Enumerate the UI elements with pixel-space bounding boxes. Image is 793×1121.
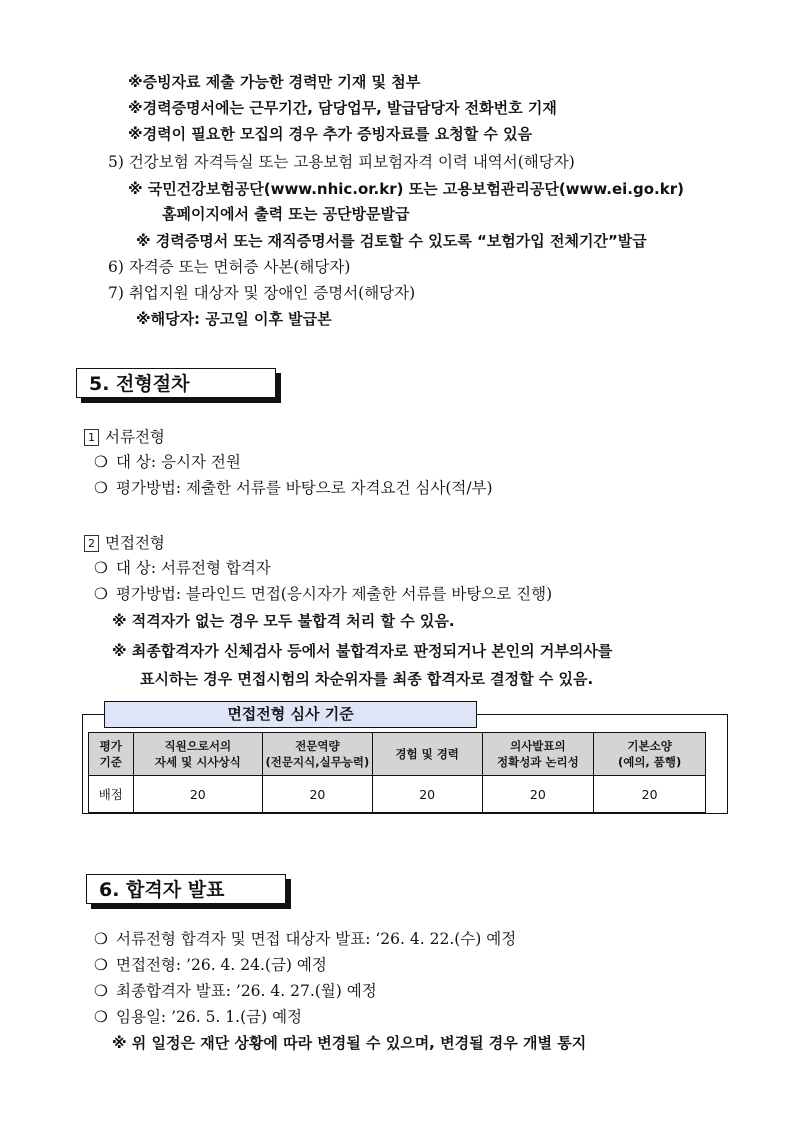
header-experience: 경험 및 경력: [372, 733, 482, 776]
announcement-text: 최종합격자 발표: ’26. 4. 27.(월) 예정: [116, 982, 377, 1000]
step-2-number: 2: [84, 535, 99, 552]
note-career-certificate: ※경력증명서에는 근무기간, 담당업무, 발급담당자 전화번호 기재: [128, 99, 557, 117]
bullet-circle-icon: ❍: [94, 982, 108, 1000]
step-1-method-text: 평가방법: 제출한 서류를 바탕으로 자격요건 심사(적/부): [116, 479, 493, 497]
evaluation-table-title: 면접전형 심사 기준: [104, 701, 477, 728]
step-1-number: 1: [84, 429, 99, 446]
item-5-note-1a: ※ 국민건강보험공단(www.nhic.or.kr) 또는 고용보험관리공단(www.ei.go.kr): [128, 180, 684, 198]
section-6-heading: 6. 합격자 발표: [86, 874, 286, 904]
item-5-note-1b: 홈페이지에서 출력 또는 공단방문발급: [162, 205, 410, 223]
step-1-bullet-method: [94, 477, 493, 499]
score-cell: 20: [263, 776, 373, 813]
item-7-note: ※해당자: 공고일 이후 발급본: [136, 310, 332, 328]
header-communication: 의사발표의 정확성과 논리성: [482, 733, 594, 776]
announcement-interview: [94, 954, 327, 976]
score-cell: 20: [594, 776, 706, 813]
step-2-bullet-method: [94, 583, 552, 605]
step-1-bullet-target: [94, 451, 241, 473]
step-2-label: 면접전형: [105, 534, 165, 552]
header-attitude: 직원으로서의 자세 및 시사상식: [133, 733, 262, 776]
bullet-circle-icon: ❍: [94, 956, 108, 974]
bullet-circle-icon: ❍: [94, 930, 108, 948]
announcement-appointment: [94, 1006, 302, 1028]
step-2-note-2b: 표시하는 경우 면접시험의 차순위자를 최종 합격자로 결정할 수 있음.: [140, 670, 594, 688]
item-6: 6) 자격증 또는 면허증 사본(해당자): [108, 258, 351, 276]
item-7: 7) 취업지원 대상자 및 장애인 증명서(해당자): [108, 284, 416, 302]
bullet-circle-icon: ❍: [94, 559, 108, 577]
section-5-heading: 5. 전형절차: [76, 368, 276, 398]
step-2-note-2a: ※ 최종합격자가 신체검사 등에서 불합격자로 판정되거나 본인의 거부의사를: [112, 642, 613, 660]
schedule-change-note: ※ 위 일정은 재단 상황에 따라 변경될 수 있으며, 변경될 경우 개별 통지: [112, 1034, 587, 1052]
note-additional-evidence: ※경력이 필요한 모집의 경우 추가 증빙자료를 요청할 수 있음: [128, 125, 533, 143]
bullet-circle-icon: ❍: [94, 479, 108, 497]
header-manners: 기본소양 (예의, 품행): [594, 733, 706, 776]
item-5: 5) 건강보험 자격득실 또는 고용보험 피보험자격 이력 내역서(해당자): [108, 153, 575, 171]
note-evidence: ※증빙자료 제출 가능한 경력만 기재 및 첨부: [128, 73, 421, 91]
header-criteria: 평가 기준: [89, 733, 134, 776]
announcement-text: 임용일: ’26. 5. 1.(금) 예정: [116, 1008, 303, 1026]
announcement-text: 면접전형: ’26. 4. 24.(금) 예정: [116, 956, 327, 974]
header-expertise: 전문역량 (전문지식,실무능력): [263, 733, 373, 776]
step-2-title: [84, 532, 165, 554]
step-2-bullet-target: [94, 557, 271, 579]
step-1-title: [84, 426, 165, 448]
table-header-row: [89, 733, 706, 776]
step-1-label: 서류전형: [105, 428, 165, 446]
table-row: [89, 776, 706, 813]
announcement-text: 서류전형 합격자 및 면접 대상자 발표: ‘26. 4. 22.(수) 예정: [116, 930, 517, 948]
row-label-score: 배점: [89, 776, 134, 813]
bullet-circle-icon: ❍: [94, 585, 108, 603]
item-5-note-2: ※ 경력증명서 또는 재직증명서를 검토할 수 있도록 “보험가입 전체기간”발급: [136, 232, 647, 250]
announcement-final: [94, 980, 377, 1002]
evaluation-table: [88, 732, 706, 813]
step-1-target-text: 대 상: 응시자 전원: [116, 453, 241, 471]
bullet-circle-icon: ❍: [94, 453, 108, 471]
bullet-circle-icon: ❍: [94, 1008, 108, 1026]
announcement-document-result: [94, 928, 516, 950]
step-2-note-1: ※ 적격자가 없는 경우 모두 불합격 처리 할 수 있음.: [112, 612, 455, 630]
step-2-method-text: 평가방법: 블라인드 면접(응시자가 제출한 서류를 바탕으로 진행): [116, 585, 553, 603]
score-cell: 20: [482, 776, 594, 813]
score-cell: 20: [372, 776, 482, 813]
score-cell: 20: [133, 776, 262, 813]
step-2-target-text: 대 상: 서류전형 합격자: [116, 559, 271, 577]
